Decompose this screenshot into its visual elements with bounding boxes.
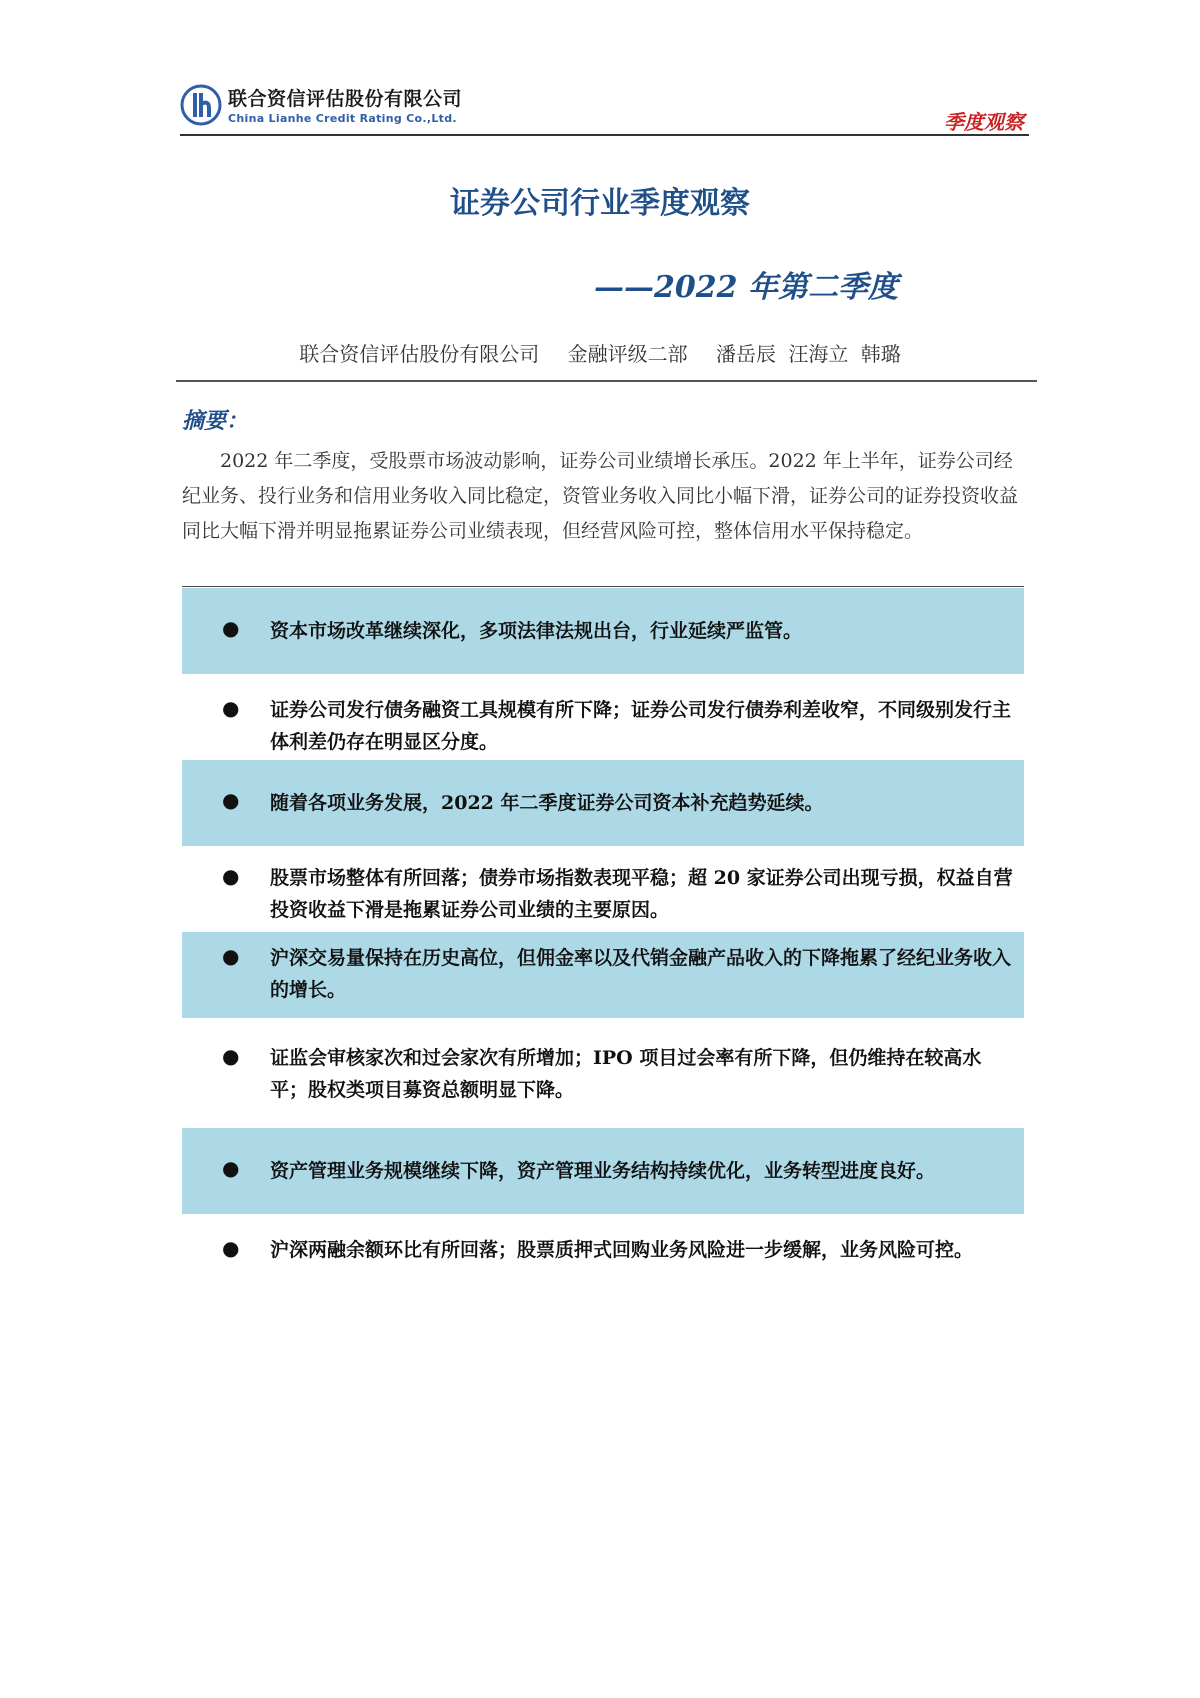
bullet-icon: ● xyxy=(222,788,240,812)
key-point xyxy=(182,760,1024,846)
bullets-divider xyxy=(182,586,1024,587)
key-point-text: 资产管理业务规模继续下降，资产管理业务结构持续优化，业务转型进度良好。 xyxy=(270,1160,936,1182)
key-point xyxy=(182,1214,1024,1300)
key-point xyxy=(182,1128,1024,1214)
bullet-icon: ● xyxy=(222,1044,240,1068)
page-subtitle: ——2022 年第二季度 xyxy=(594,270,898,305)
key-point xyxy=(182,674,1024,760)
key-point xyxy=(182,588,1024,674)
bullet-icon: ● xyxy=(222,864,240,888)
authors-line xyxy=(0,338,1200,367)
bullet-icon: ● xyxy=(222,944,240,968)
page-title: 证券公司行业季度观察 xyxy=(450,186,750,221)
company-name-en: China Lianhe Credit Rating Co.,Ltd. xyxy=(228,112,457,125)
key-point-text: 股票市场整体有所回落；债券市场指数表现平稳；超 20 家证券公司出现亏损，权益自营投资收益下滑是拖累证券公司业绩的主要原因。 xyxy=(270,867,1013,921)
abstract-label: 摘要： xyxy=(182,409,249,434)
abstract-text: 2022 年二季度，受股票市场波动影响，证券公司业绩增长承压。2022 年上半年，证券公司经纪业务、投行业务和信用业务收入同比稳定，资管业务收入同比小幅下滑，证券公司的证券投资收益同比大幅下滑并明显拖累证券公司业绩表现，但经营风险可控，整体信用水平保持稳定。 xyxy=(182,450,1019,542)
bullet-icon: ● xyxy=(222,696,240,720)
key-point-text: 随着各项业务发展，2022 年二季度证券公司资本补充趋势延续。 xyxy=(270,792,824,814)
header-tag: 季度观察 xyxy=(944,110,1024,134)
key-point-text: 沪深两融余额环比有所回落；股票质押式回购业务风险进一步缓解，业务风险可控。 xyxy=(270,1239,974,1261)
bullet-icon: ● xyxy=(222,1156,240,1180)
key-point xyxy=(182,1018,1024,1128)
bullet-icon: ● xyxy=(222,616,240,640)
header-divider xyxy=(180,134,1029,136)
key-point-text: 证监会审核家次和过会家次有所增加；IPO 项目过会率有所下降，但仍维持在较高水平；股权类项目募资总额明显下降。 xyxy=(270,1047,982,1101)
key-point-text: 资本市场改革继续深化，多项法律法规出台，行业延续严监管。 xyxy=(270,620,803,642)
key-point-text: 证券公司发行债务融资工具规模有所下降；证券公司发行债券利差收窄，不同级别发行主体利差仍存在明显区分度。 xyxy=(270,699,1012,753)
key-point xyxy=(182,932,1024,1018)
company-name-cn: 联合资信评估股份有限公司 xyxy=(228,88,463,110)
bullet-icon: ● xyxy=(222,1236,240,1260)
lianhe-logo-icon xyxy=(180,84,222,126)
authors-divider xyxy=(176,380,1037,382)
author-dept: 金融评级二部 xyxy=(567,342,688,366)
key-point xyxy=(182,846,1024,932)
author-names: 潘岳辰 汪海立 韩璐 xyxy=(716,342,901,366)
author-org: 联合资信评估股份有限公司 xyxy=(299,342,540,366)
key-point-text: 沪深交易量保持在历史高位，但佣金率以及代销金融产品收入的下降拖累了经纪业务收入的增长。 xyxy=(270,947,1012,1001)
